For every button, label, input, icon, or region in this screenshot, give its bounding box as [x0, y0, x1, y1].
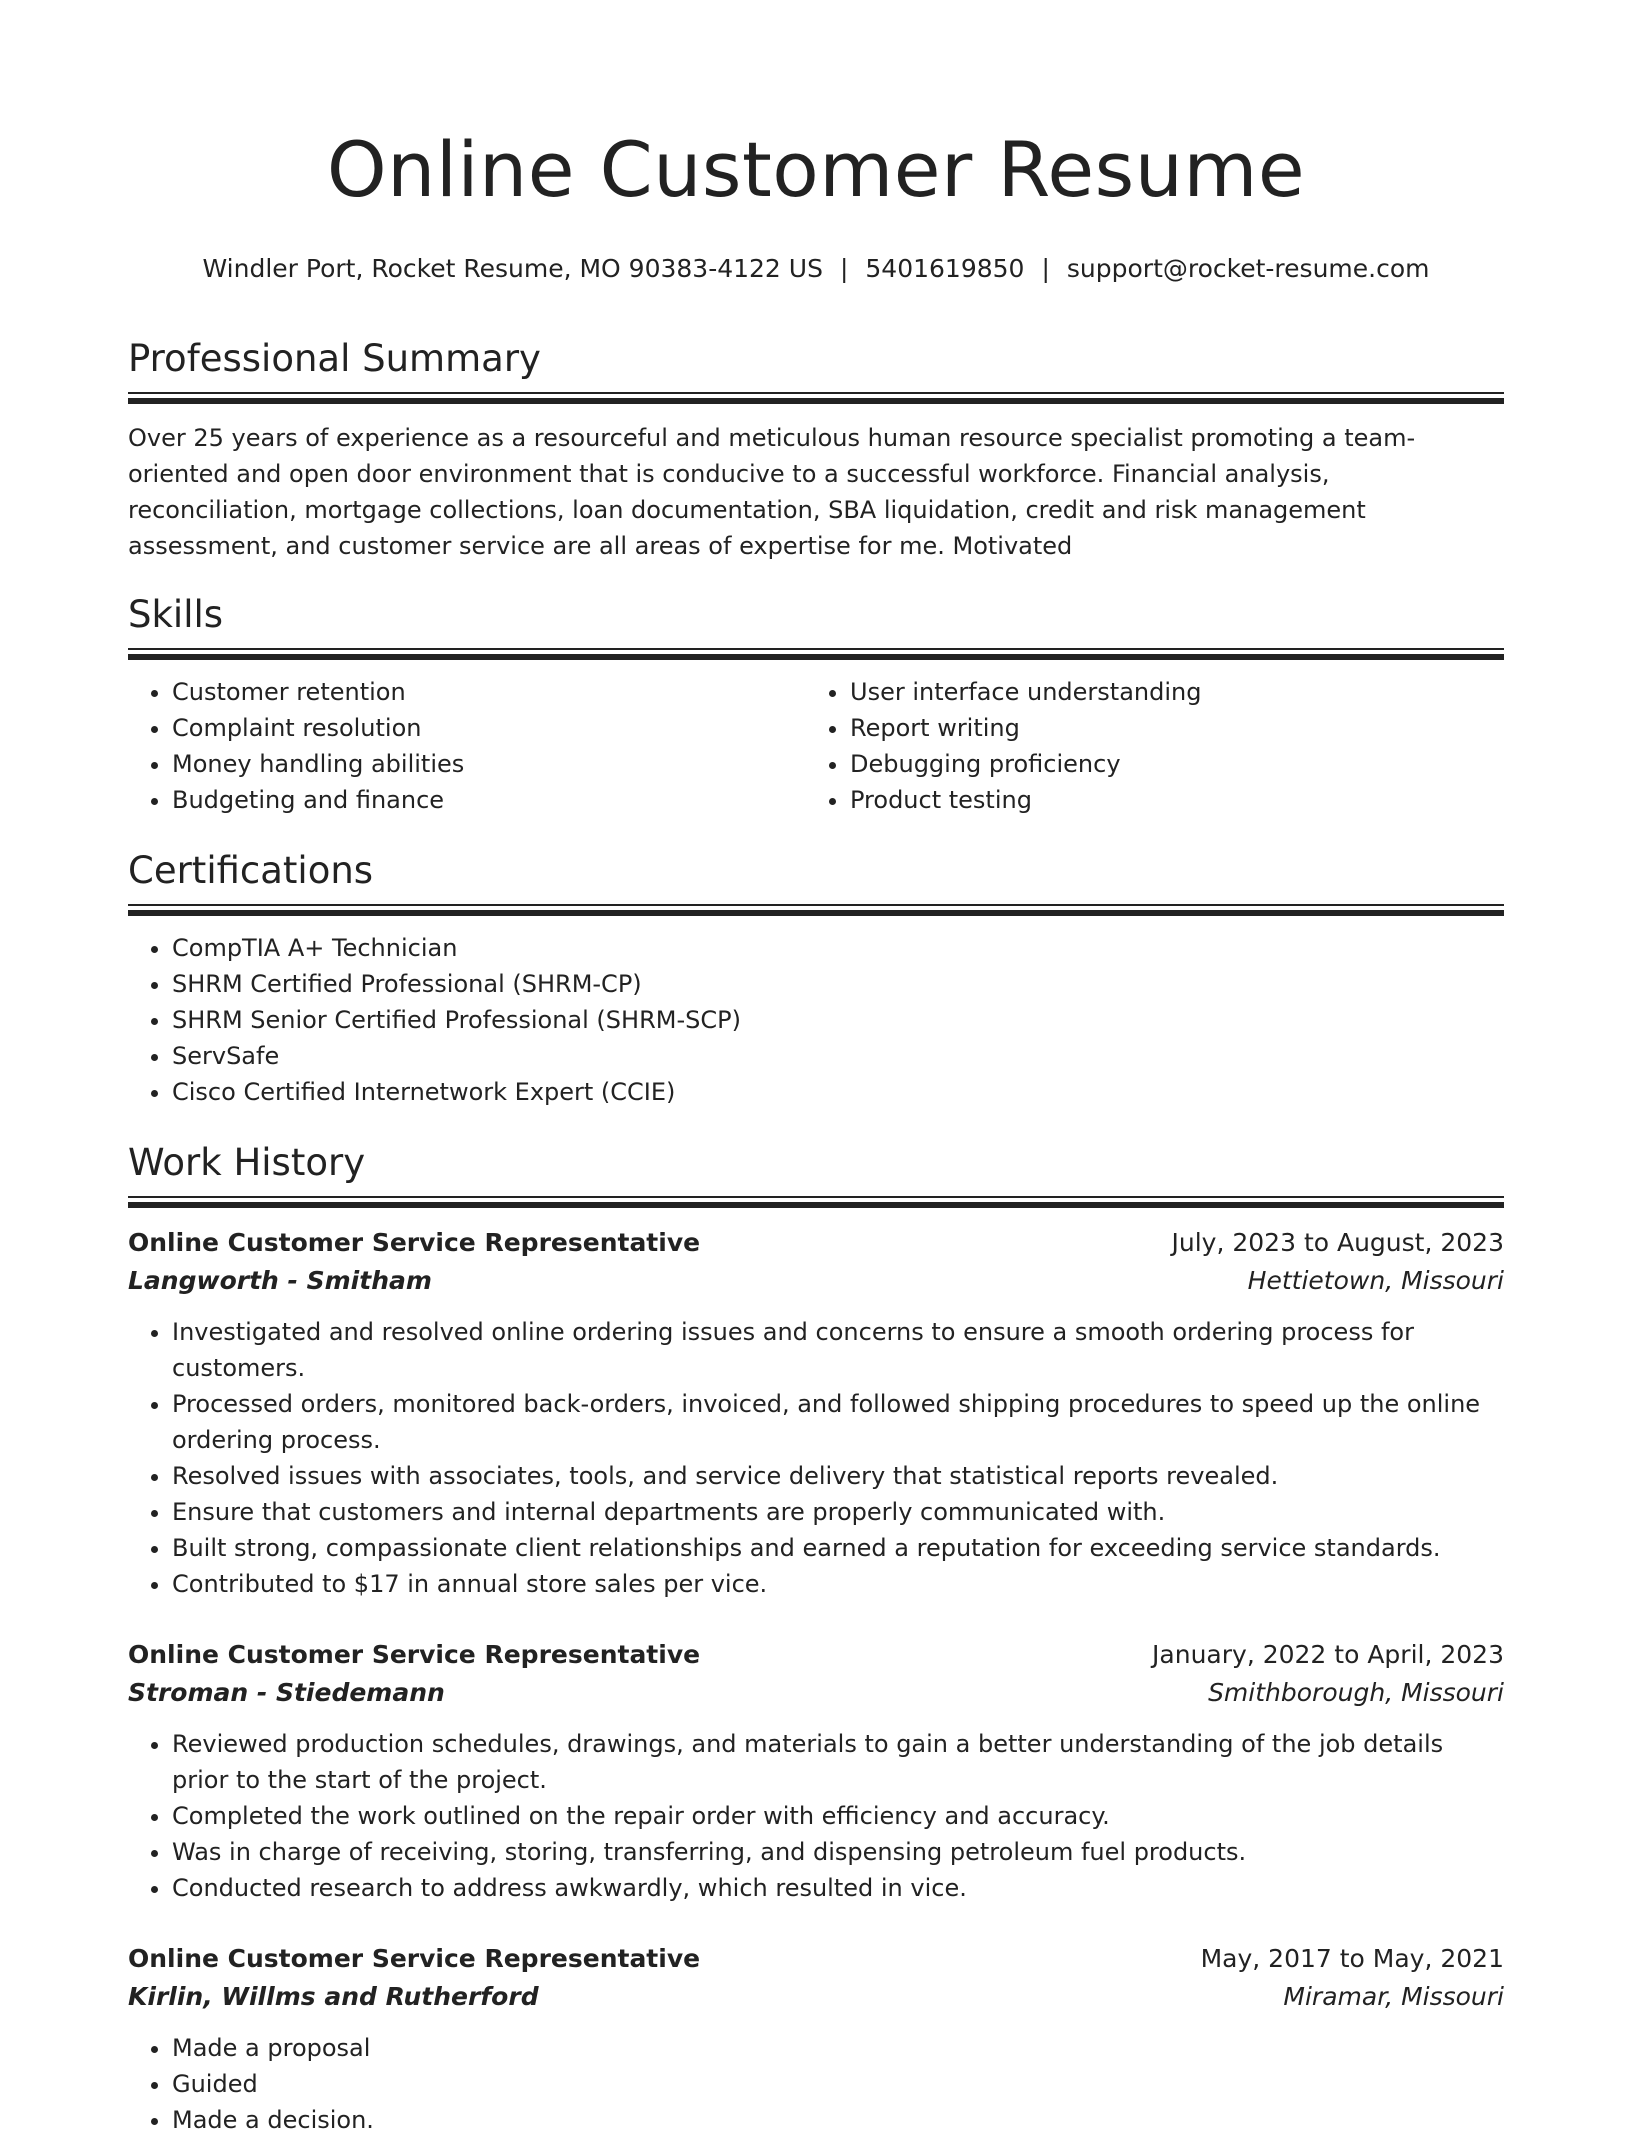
section-title-certifications: Certifications	[128, 849, 374, 892]
job-bullet: • Completed the work outlined on the repair order with efficiency and accuracy.	[172, 1798, 1504, 1834]
job-company: Langworth - Smitham	[128, 1266, 432, 1295]
job-bullets	[128, 2030, 1504, 2138]
job-bullet: • Built strong, compassionate client relationships and earned a reputation for exceeding service standards.	[172, 1530, 1504, 1566]
job-entry	[128, 1224, 1504, 1602]
contact-separator: |	[1041, 254, 1050, 283]
skills-list-right	[806, 674, 1484, 818]
skill-item: • Complaint resolution	[172, 710, 806, 746]
section-divider	[128, 648, 1504, 660]
work-history-section	[128, 1140, 1504, 2138]
job-header	[128, 1224, 1504, 1262]
contact-email: support@rocket-resume.com	[1066, 254, 1430, 283]
job-company: Kirlin, Willms and Rutherford	[128, 1982, 539, 2011]
job-title: Online Customer Service Representative	[128, 1640, 701, 1669]
certification-item: • SHRM Senior Certified Professional (SHRM-SCP)	[172, 1002, 1504, 1038]
job-bullet: • Contributed to $17 in annual store sales per vice.	[172, 1566, 1504, 1602]
contact-address: Windler Port, Rocket Resume, MO 90383-4122 US	[202, 254, 823, 283]
job-subheader	[128, 1978, 1504, 2016]
job-bullet: • Resolved issues with associates, tools, and service delivery that statistical reports revealed.	[172, 1458, 1504, 1494]
contact-separator: |	[839, 254, 849, 283]
job-bullet: • Investigated and resolved online ordering issues and concerns to ensure a smooth ordering process for customers.	[172, 1314, 1504, 1386]
job-location: Hettietown, Missouri	[1247, 1266, 1504, 1295]
job-bullet: • Processed orders, monitored back-orders, invoiced, and followed shipping procedures to speed up the online ordering process.	[172, 1386, 1504, 1458]
section-title-work-history: Work History	[128, 1141, 366, 1184]
job-dates: July, 2023 to August, 2023	[1171, 1228, 1504, 1257]
skill-item: • Debugging proficiency	[850, 746, 1484, 782]
certification-item: • Cisco Certified Internetwork Expert (CCIE)	[172, 1074, 1504, 1110]
job-dates: January, 2022 to April, 2023	[1152, 1640, 1504, 1669]
resume-name: Online Customer Resume	[326, 125, 1306, 214]
resume-page	[128, 0, 1504, 2138]
job-dates: May, 2017 to May, 2021	[1200, 1944, 1504, 1973]
job-location: Smithborough, Missouri	[1208, 1678, 1504, 1707]
job-entry	[128, 1940, 1504, 2138]
job-bullet: • Was in charge of receiving, storing, transferring, and dispensing petroleum fuel products.	[172, 1834, 1504, 1870]
certification-item: • ServSafe	[172, 1038, 1504, 1074]
job-company: Stroman - Stiedemann	[128, 1678, 445, 1707]
certifications-section	[128, 848, 1504, 1110]
certification-item: • CompTIA A+ Technician	[172, 930, 1504, 966]
job-header	[128, 1636, 1504, 1674]
skills-section	[128, 592, 1504, 818]
skill-item: • Money handling abilities	[172, 746, 806, 782]
job-bullet: • Reviewed production schedules, drawings, and materials to gain a better understanding of the job details prior to the start of the project.	[172, 1726, 1504, 1798]
certifications-list	[128, 930, 1504, 1110]
job-entry	[128, 1636, 1504, 1906]
job-location: Miramar, Missouri	[1283, 1982, 1504, 2011]
job-header	[128, 1940, 1504, 1978]
job-bullets	[128, 1726, 1504, 1906]
job-bullet: • Conducted research to address awkwardly, which resulted in vice.	[172, 1870, 1504, 1906]
section-divider	[128, 904, 1504, 916]
skill-item: • User interface understanding	[850, 674, 1484, 710]
skill-item: • Budgeting and finance	[172, 782, 806, 818]
job-bullet: • Ensure that customers and internal departments are properly communicated with.	[172, 1494, 1504, 1530]
job-bullet: • Made a proposal	[172, 2030, 1504, 2066]
skill-item: • Product testing	[850, 782, 1484, 818]
job-title: Online Customer Service Representative	[128, 1228, 701, 1257]
job-subheader	[128, 1262, 1504, 1300]
summary-text: Over 25 years of experience as a resourceful and meticulous human resource specialist promoting a team-oriented and open door environment that is conducive to a successful workforce. Financial analysis, reconciliation, mortgage collections, loan documentation, SBA liquidation, credit and risk management assessment, and customer service are all areas of expertise for me. Motivated	[128, 424, 1416, 560]
section-title-skills: Skills	[128, 593, 224, 636]
section-title-summary: Professional Summary	[128, 337, 541, 380]
skill-item: • Report writing	[850, 710, 1484, 746]
job-subheader	[128, 1674, 1504, 1712]
summary-section	[128, 336, 1504, 564]
job-title: Online Customer Service Representative	[128, 1944, 701, 1973]
job-bullet: • Guided	[172, 2066, 1504, 2102]
contact-phone: 5401619850	[865, 254, 1025, 283]
skill-item: • Customer retention	[172, 674, 806, 710]
job-bullets	[128, 1314, 1504, 1602]
skills-grid	[128, 674, 1504, 818]
section-divider	[128, 1196, 1504, 1208]
skills-list-left	[128, 674, 806, 818]
job-bullet: • Made a decision.	[172, 2102, 1504, 2138]
section-divider	[128, 392, 1504, 404]
contact-line	[128, 252, 1504, 286]
certification-item: • SHRM Certified Professional (SHRM-CP)	[172, 966, 1504, 1002]
